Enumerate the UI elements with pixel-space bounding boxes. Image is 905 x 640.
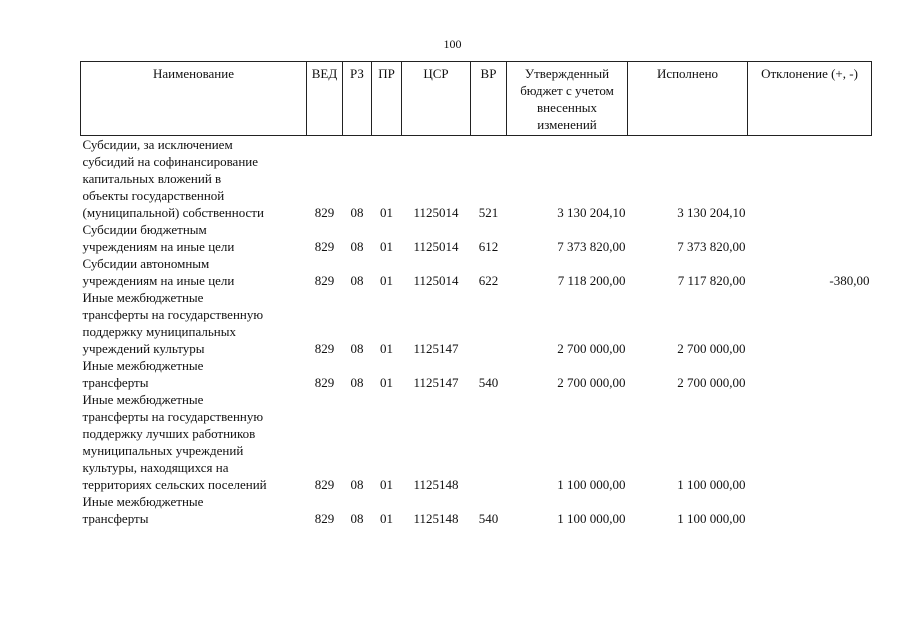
- table-row: [81, 493, 872, 527]
- table-header-row: [81, 62, 872, 136]
- row-pr: 01: [380, 239, 393, 254]
- row-rz: 08: [350, 205, 364, 220]
- row-vr: 612: [478, 239, 499, 254]
- row-csr: 1125014: [413, 205, 459, 220]
- row-name: Иные межбюджетные трансферты: [82, 494, 204, 526]
- row-rz: 08: [350, 273, 364, 288]
- header-approved: Утвержденный бюджет с учетом внесенных изменений: [507, 62, 628, 136]
- table-row: [81, 136, 872, 222]
- row-deviation: [748, 221, 872, 255]
- row-executed: 7 373 820,00: [677, 239, 746, 254]
- row-pr: 01: [380, 205, 393, 220]
- row-approved: 3 130 204,10: [557, 205, 626, 220]
- row-vr: [471, 289, 507, 357]
- row-name: Иные межбюджетные трансферты на государственную поддержку лучших работников муниципальных учреждений культуры, находящихся на территориях сельских поселений: [82, 392, 267, 492]
- row-approved: 2 700 000,00: [557, 375, 626, 390]
- row-pr: 01: [380, 273, 393, 288]
- row-pr: 01: [380, 477, 393, 492]
- row-ved: 829: [314, 205, 335, 220]
- row-name: Субсидии бюджетным учреждениям на иные цели: [82, 222, 235, 254]
- header-pr: ПР: [372, 62, 402, 136]
- row-rz: 08: [350, 239, 364, 254]
- page-number: 100: [443, 37, 462, 51]
- row-deviation: [748, 391, 872, 493]
- row-csr: 1125148: [413, 477, 459, 492]
- row-name: Иные межбюджетные трансферты на государственную поддержку муниципальных учреждений культуры: [82, 290, 264, 356]
- header-vr: ВР: [471, 62, 507, 136]
- table-row: [81, 391, 872, 493]
- row-csr: 1125148: [413, 511, 459, 526]
- row-deviation: [748, 493, 872, 527]
- row-pr: 01: [380, 341, 393, 356]
- row-deviation: [748, 357, 872, 391]
- row-ved: 829: [314, 341, 335, 356]
- row-approved: 2 700 000,00: [557, 341, 626, 356]
- table-row: [81, 289, 872, 357]
- row-pr: 01: [380, 375, 393, 390]
- row-deviation: [748, 136, 872, 222]
- row-executed: 3 130 204,10: [677, 205, 746, 220]
- row-ved: 829: [314, 273, 335, 288]
- row-csr: 1125147: [413, 375, 459, 390]
- row-executed: 2 700 000,00: [677, 341, 746, 356]
- row-csr: 1125014: [413, 239, 459, 254]
- row-rz: 08: [350, 477, 364, 492]
- row-executed: 7 117 820,00: [677, 273, 746, 288]
- header-name: Наименование: [81, 62, 307, 136]
- table-row: [81, 255, 872, 289]
- row-executed: 1 100 000,00: [677, 511, 746, 526]
- row-ved: 829: [314, 511, 335, 526]
- row-ved: 829: [314, 239, 335, 254]
- header-deviation: Отклонение (+, -): [748, 62, 872, 136]
- row-name: Иные межбюджетные трансферты: [82, 358, 204, 390]
- row-deviation: [748, 289, 872, 357]
- row-rz: 08: [350, 375, 364, 390]
- row-name: Субсидии автономным учреждениям на иные цели: [82, 256, 235, 288]
- table-row: [81, 357, 872, 391]
- row-csr: 1125147: [413, 341, 459, 356]
- header-rz: РЗ: [343, 62, 372, 136]
- row-ved: 829: [314, 375, 335, 390]
- row-executed: 1 100 000,00: [677, 477, 746, 492]
- row-approved: 1 100 000,00: [557, 477, 626, 492]
- row-vr: 540: [478, 511, 499, 526]
- row-pr: 01: [380, 511, 393, 526]
- table-body: [81, 136, 872, 528]
- row-vr: 521: [478, 205, 499, 220]
- row-approved: 7 118 200,00: [557, 273, 626, 288]
- row-ved: 829: [314, 477, 335, 492]
- row-vr: 540: [478, 375, 499, 390]
- row-name: Субсидии, за исключением субсидий на софинансирование капитальных вложений в объекты государственной (муниципальной) собственности: [82, 137, 264, 220]
- header-ved: ВЕД: [307, 62, 343, 136]
- budget-table: [80, 61, 872, 527]
- row-deviation: -380,00: [829, 273, 870, 288]
- row-vr: 622: [478, 273, 499, 288]
- table-row: [81, 221, 872, 255]
- row-executed: 2 700 000,00: [677, 375, 746, 390]
- row-rz: 08: [350, 511, 364, 526]
- row-approved: 7 373 820,00: [557, 239, 626, 254]
- row-rz: 08: [350, 341, 364, 356]
- row-csr: 1125014: [413, 273, 459, 288]
- header-executed: Исполнено: [628, 62, 748, 136]
- row-approved: 1 100 000,00: [557, 511, 626, 526]
- header-csr: ЦСР: [402, 62, 471, 136]
- row-vr: [471, 391, 507, 493]
